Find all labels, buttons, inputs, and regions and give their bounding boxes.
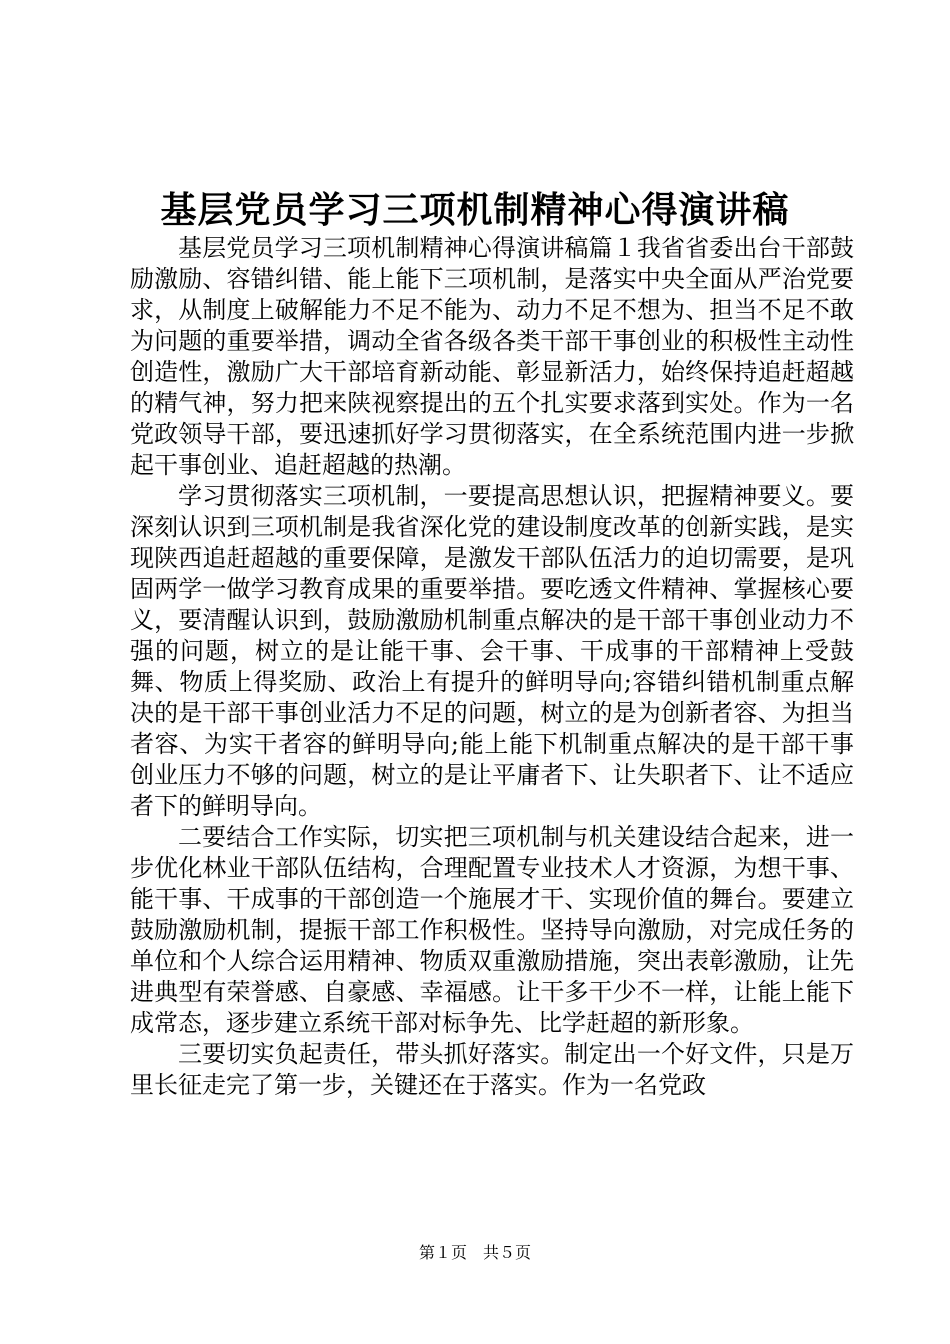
paragraph: 学习贯彻落实三项机制，一要提高思想认识，把握精神要义。要深刻认识到三项机制是我省深化党的建设制度改革的创新实践，是实现陕西追赶超越的重要保障，是激发干部队伍活力的迫切需要，是巩固两学一做学习教育成果的重要举措。要吃透文件精神、掌握核心要义，要清醒认识到，鼓励激励机制重点解决的是干部干事创业动力不强的问题，树立的是让能干事、会干事、干成事的干部精神上受鼓舞、物质上得奖励、政治上有提升的鲜明导向;容错纠错机制重点解决的是干部干事创业活力不足的问题，树立的是为创新者容、为担当者容、为实干者容的鲜明导向;能上能下机制重点解决的是干部干事创业压力不够的问题，树立的是让平庸者下、让失职者下、让不适应者下的鲜明导向。 — [130, 482, 854, 820]
page-footer: 第１页 共５页 — [418, 1243, 531, 1262]
paragraph: 三要切实负起责任，带头抓好落实。制定出一个好文件，只是万里长征走完了第一步，关键还在于落实。作为一名党政 — [130, 1040, 854, 1099]
document-title: 基层党员学习三项机制精神心得演讲稿 — [160, 189, 790, 231]
document-body — [130, 233, 854, 1101]
paragraph: 二要结合工作实际，切实把三项机制与机关建设结合起来，进一步优化林业干部队伍结构，合理配置专业技术人才资源，为想干事、能干事、干成事的干部创造一个施展才干、实现价值的舞台。要建立鼓励激励机制，提振干部工作积极性。坚持导向激励，对完成任务的单位和个人综合运用精神、物质双重激励措施，突出表彰激励，让先进典型有荣誉感、自豪感、幸福感。让干多干少不一样，让能上能下成常态，逐步建立系统干部对标争先、比学赶超的新形象。 — [130, 823, 854, 1037]
paragraph: 基层党员学习三项机制精神心得演讲稿篇１我省省委出台干部鼓励激励、容错纠错、能上能下三项机制，是落实中央全面从严治党要求，从制度上破解能力不足不能为、动力不足不想为、担当不足不敢为问题的重要举措，调动全省各级各类干部干事创业的积极性主动性创造性，激励广大干部培育新动能、彰显新活力，始终保持追赶超越的精气神，努力把来陕视察提出的五个扎实要求落到实处。作为一名党政领导干部，要迅速抓好学习贯彻落实，在全系统范围内进一步掀起干事创业、追赶超越的热潮。 — [130, 234, 854, 479]
